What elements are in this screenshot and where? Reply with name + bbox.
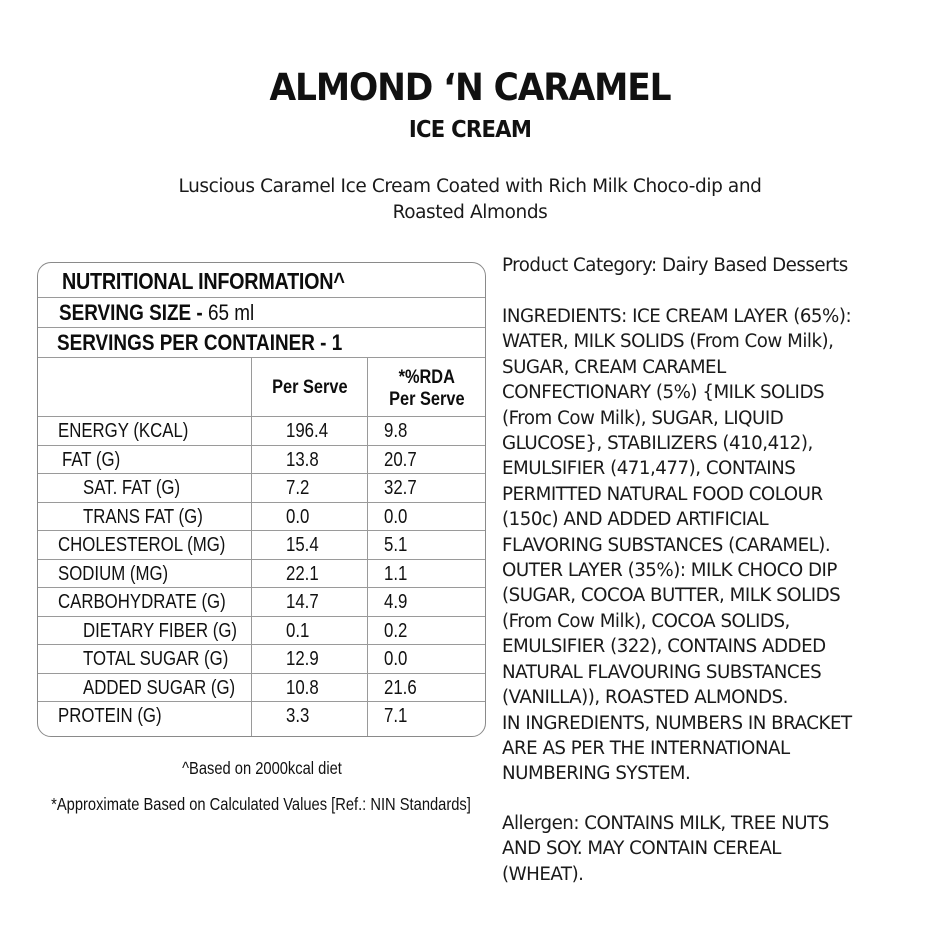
nutrition-table — [37, 262, 486, 737]
per-serve-value: 7.2 — [286, 477, 310, 499]
per-serve-value: 3.3 — [286, 705, 310, 727]
rda-value: 9.8 — [384, 420, 408, 442]
ingredients-line: CONFECTIONARY (5%) {MILK SOLIDS — [502, 382, 825, 404]
nutrient-label: ADDED SUGAR (G) — [83, 676, 236, 699]
ingredients-line: NUMBERING SYSTEM. — [502, 763, 691, 785]
ingredients-line: (From Cow Milk), COCOA SOLIDS, — [502, 610, 790, 632]
per-serve-value: 22.1 — [286, 562, 319, 585]
description-line: Roasted Almonds — [392, 202, 548, 223]
serving-size-label: SERVING SIZE - — [59, 300, 208, 325]
footnote-rda-reference: *Approximate Based on Calculated Values [Ref.: NIN Standards] — [51, 794, 471, 814]
table-row — [38, 560, 485, 589]
table-row — [38, 702, 485, 731]
nutrient-label: CHOLESTEROL (MG) — [58, 534, 226, 556]
table-row — [38, 674, 485, 703]
nutrient-label: TOTAL SUGAR (G) — [83, 648, 229, 670]
table-row — [38, 588, 485, 617]
servings-per-container: SERVINGS PER CONTAINER - 1 — [57, 330, 343, 355]
table-row — [38, 417, 485, 446]
ingredients-line: OUTER LAYER (35%): MILK CHOCO DIP — [502, 560, 837, 582]
nutrient-label: CARBOHYDRATE (G) — [58, 591, 226, 613]
per-serve-value: 15.4 — [286, 534, 319, 556]
rda-value: 21.6 — [384, 676, 417, 699]
rda-value: 0.2 — [384, 619, 408, 642]
ingredients-line: NATURAL FLAVOURING SUBSTANCES — [502, 661, 822, 683]
nutrient-label: ENERGY (KCAL) — [58, 420, 189, 442]
rda-value: 7.1 — [384, 705, 408, 727]
product-subtitle: ICE CREAM — [408, 117, 532, 143]
description-line: Luscious Caramel Ice Cream Coated with Rich Milk Choco-dip and — [178, 176, 762, 197]
product-title: ALMOND ‘N CARAMEL — [269, 66, 671, 109]
nutrient-label: SODIUM (MG) — [58, 562, 169, 585]
allergen-line: (WHEAT). — [502, 863, 584, 885]
allergen-line: AND SOY. MAY CONTAIN CEREAL — [502, 838, 781, 860]
column-header-rda: *%RDA Per Serve — [389, 366, 465, 410]
serving-size — [59, 300, 254, 326]
ingredients-line: FLAVORING SUBSTANCES (CARAMEL). — [502, 534, 831, 556]
product-category: Product Category: Dairy Based Desserts — [502, 255, 848, 276]
per-serve-value: 10.8 — [286, 676, 319, 699]
ingredients-line: ARE AS PER THE INTERNATIONAL — [502, 737, 790, 759]
ingredients-line: EMULSIFIER (322), CONTAINS ADDED — [502, 636, 826, 658]
ingredients-line: PERMITTED NATURAL FOOD COLOUR — [502, 483, 823, 505]
ingredients-line: WATER, MILK SOLIDS (From Cow Milk), — [502, 331, 834, 353]
table-row — [38, 474, 485, 503]
rda-value: 4.9 — [384, 591, 408, 613]
per-serve-value: 196.4 — [286, 420, 329, 442]
ingredients-line: (150c) AND ADDED ARTIFICIAL — [502, 509, 769, 531]
allergen-line: Allergen: CONTAINS MILK, TREE NUTS — [502, 813, 829, 834]
rda-value: 20.7 — [384, 448, 417, 471]
ingredients-line: (VANILLA)), ROASTED ALMONDS. — [502, 687, 788, 709]
rda-value: 32.7 — [384, 477, 417, 499]
nutrient-label: SAT. FAT (G) — [83, 477, 181, 499]
rda-value: 0.0 — [384, 648, 408, 670]
allergen-statement — [502, 811, 912, 887]
table-row — [38, 617, 485, 646]
ingredients-line: (From Cow Milk), SUGAR, LIQUID — [502, 407, 784, 429]
nutrition-rows — [38, 417, 485, 737]
ingredients-line: (SUGAR, COCOA BUTTER, MILK SOLIDS — [502, 585, 841, 607]
nutrient-label: TRANS FAT (G) — [83, 505, 203, 528]
rda-value: 0.0 — [384, 505, 408, 528]
per-serve-value: 12.9 — [286, 648, 319, 670]
ingredients-list — [502, 304, 912, 787]
nutrient-label: PROTEIN (G) — [58, 705, 162, 727]
table-row — [38, 503, 485, 532]
table-row — [38, 531, 485, 560]
ingredients-line: IN INGREDIENTS, NUMBERS IN BRACKET — [502, 712, 852, 734]
table-row — [38, 446, 485, 475]
footnote-diet-basis: ^Based on 2000kcal diet — [182, 758, 342, 778]
per-serve-value: 14.7 — [286, 591, 319, 613]
nutrition-title-row — [38, 263, 485, 298]
table-row — [38, 645, 485, 674]
ingredients-line: SUGAR, CREAM CARAMEL — [502, 356, 726, 378]
rda-value: 1.1 — [384, 562, 408, 585]
per-serve-value: 0.0 — [286, 505, 310, 528]
nutrient-label: DIETARY FIBER (G) — [83, 619, 238, 642]
nutrient-label: FAT (G) — [62, 448, 121, 471]
nutrition-title: NUTRITIONAL INFORMATION^ — [62, 268, 345, 294]
servings-per-container-row — [38, 328, 485, 358]
serving-size-row — [38, 298, 485, 328]
per-serve-value: 13.8 — [286, 448, 319, 471]
ingredients-line: EMULSIFIER (471,477), CONTAINS — [502, 458, 796, 480]
per-serve-value: 0.1 — [286, 619, 310, 642]
serving-size-value: 65 ml — [207, 300, 255, 325]
rda-value: 5.1 — [384, 534, 408, 556]
ingredients-line: INGREDIENTS: ICE CREAM LAYER (65%): — [502, 306, 852, 327]
column-header-per-serve: Per Serve — [271, 376, 348, 398]
product-description — [120, 174, 820, 226]
ingredients-line: GLUCOSE}, STABILIZERS (410,412), — [502, 433, 813, 455]
column-header-row — [38, 358, 485, 417]
